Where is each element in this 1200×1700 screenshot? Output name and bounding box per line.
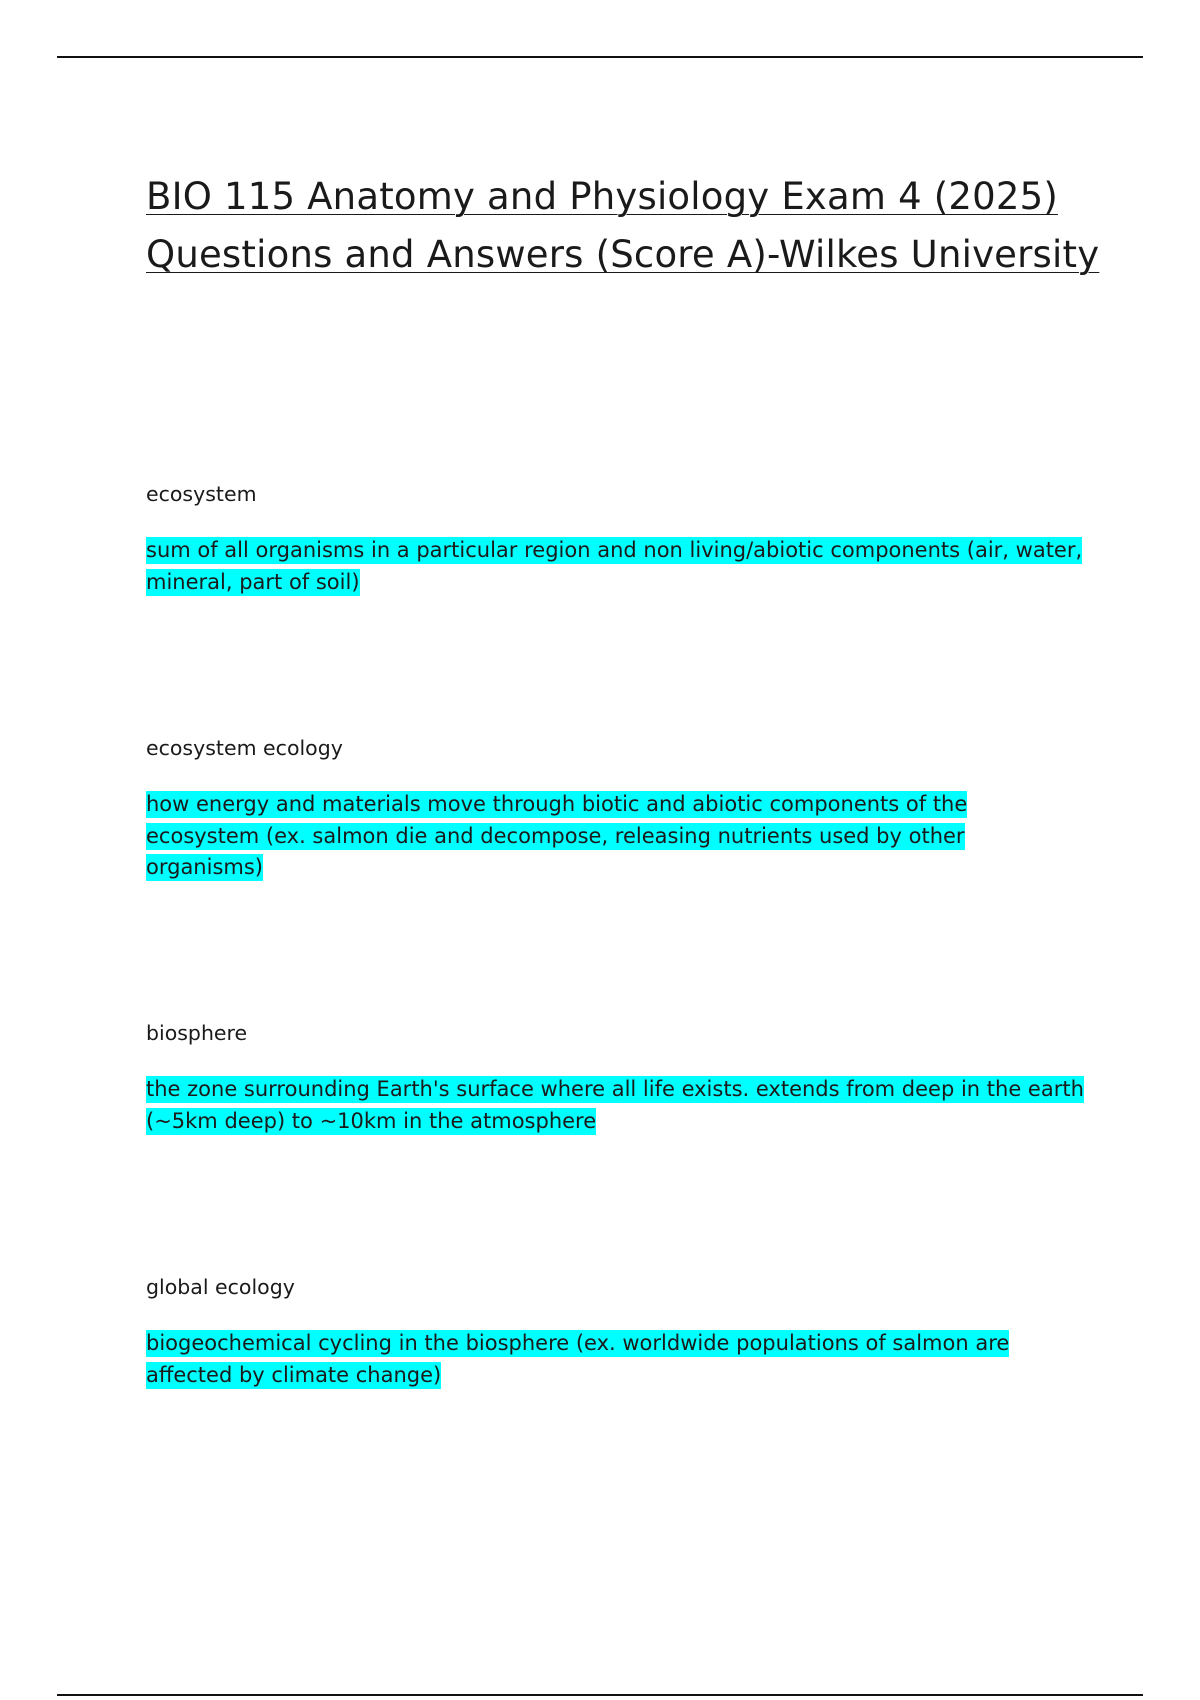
answer-text [146, 789, 1086, 884]
qa-item-biosphere [146, 1020, 1086, 1137]
question-term: ecosystem [146, 482, 257, 506]
footer-divider [57, 1694, 1143, 1696]
highlighted-answer: sum of all organisms in a particular region and non living/abiotic components (air, water, mineral, part of soil) [146, 538, 1083, 594]
qa-item-global-ecology [146, 1274, 1086, 1391]
question-term: biosphere [146, 1021, 248, 1045]
answer-text [146, 535, 1086, 598]
question-term: ecosystem ecology [146, 736, 343, 760]
qa-item-ecosystem-ecology [146, 735, 1086, 884]
document-title: BIO 115 Anatomy and Physiology Exam 4 (2025) Questions and Answers (Score A)-Wilkes University [146, 175, 1100, 276]
highlighted-answer: biogeochemical cycling in the biosphere (ex. worldwide populations of salmon are affected by climate change) [146, 1331, 1010, 1387]
answer-text [146, 1074, 1086, 1137]
answer-text [146, 1328, 1086, 1391]
header-divider [57, 56, 1143, 58]
qa-item-ecosystem [146, 481, 1086, 598]
highlighted-answer: how energy and materials move through biotic and abiotic components of the ecosystem (ex. salmon die and decompose, releasing nutrients used by other organisms) [146, 792, 968, 879]
question-term: global ecology [146, 1275, 295, 1299]
highlighted-answer: the zone surrounding Earth's surface where all life exists. extends from deep in the earth (~5km deep) to ~10km in the atmosphere [146, 1077, 1084, 1133]
